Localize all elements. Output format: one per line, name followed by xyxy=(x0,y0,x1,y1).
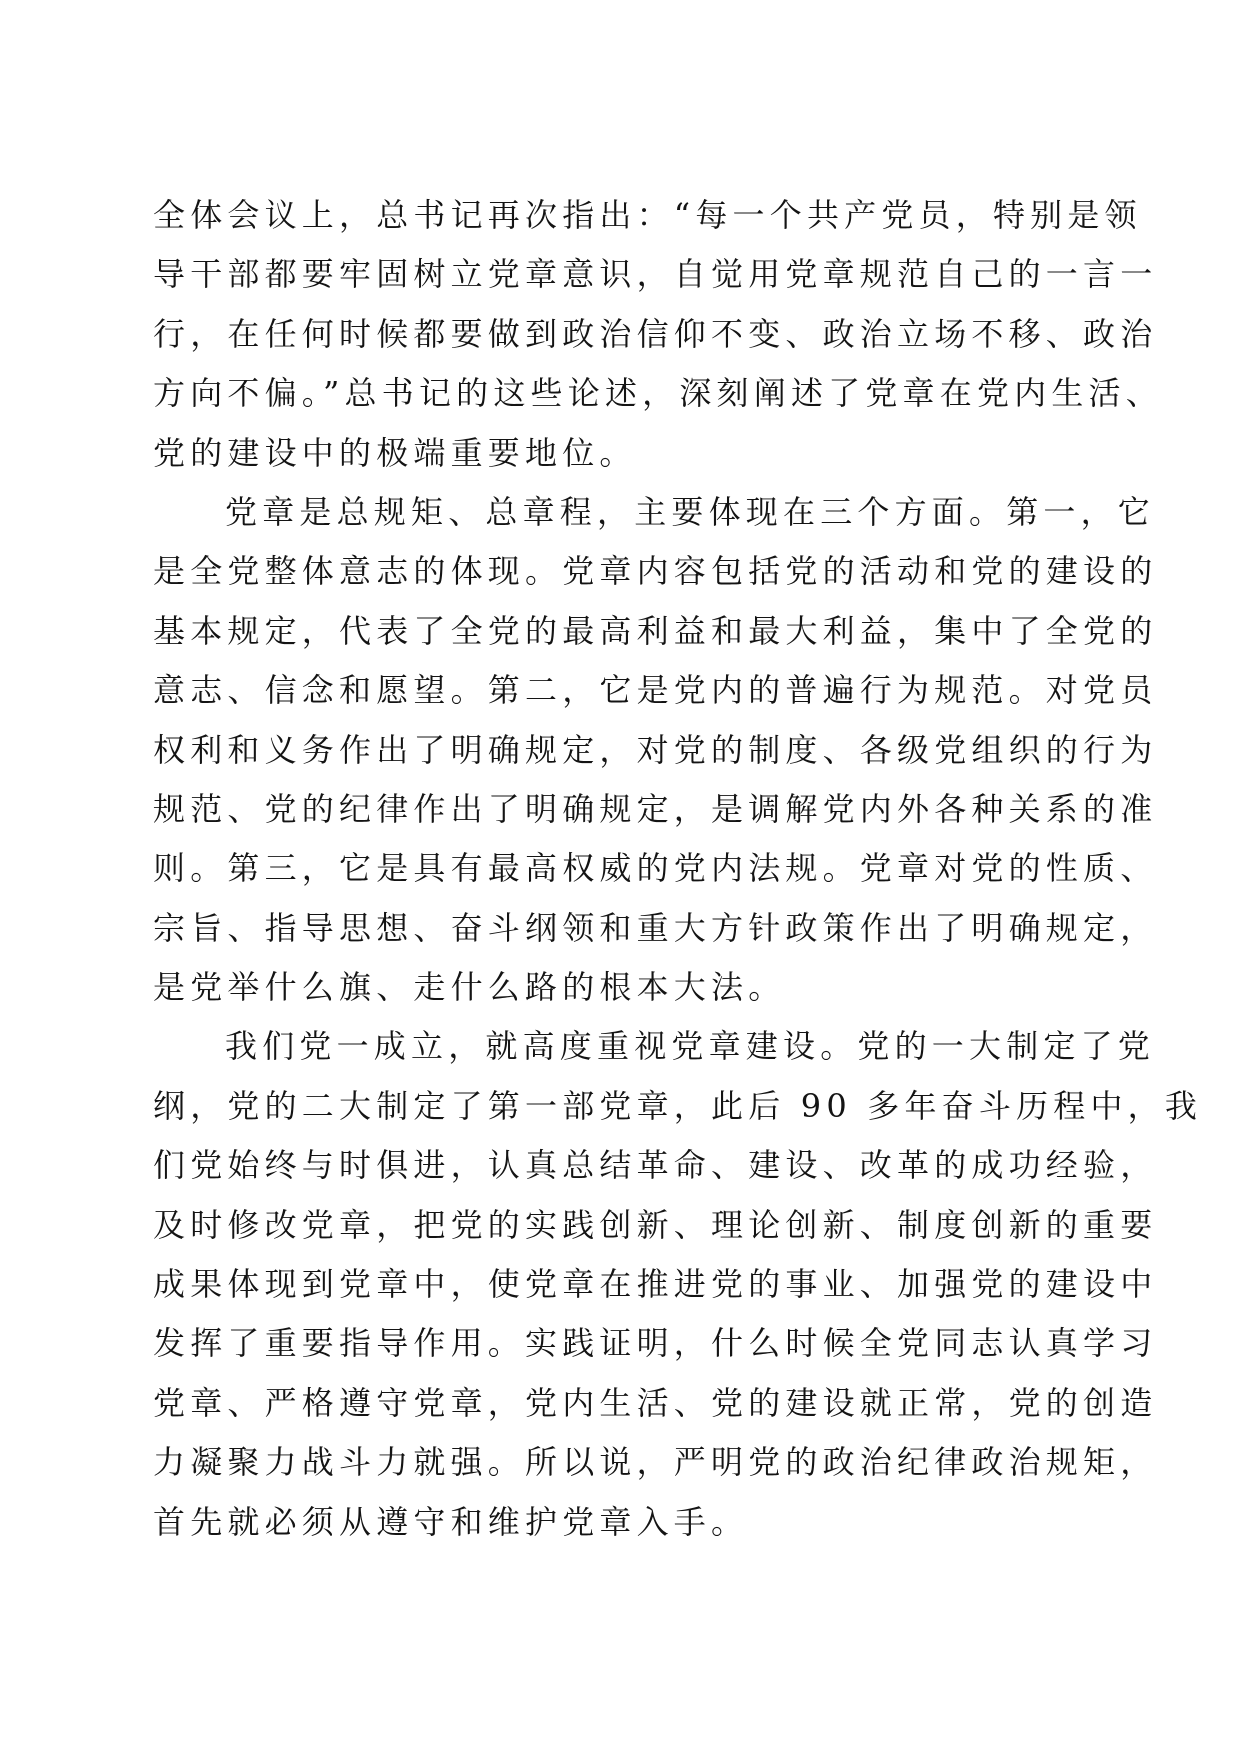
text-line: 们党始终与时俱进，认真总结革命、建设、改革的成功经验， xyxy=(153,1146,1158,1185)
text-line: 及时修改党章，把党的实践创新、理论创新、制度创新的重要 xyxy=(153,1205,1158,1244)
paragraph-first-line: 我们党一成立，就高度重视党章建设。党的一大制定了党 xyxy=(225,1027,1156,1066)
text-line: 发挥了重要指导作用。实践证明，什么时候全党同志认真学习 xyxy=(153,1324,1158,1363)
text-line: 首先就必须从遵守和维护党章入手。 xyxy=(153,1502,749,1541)
text-line: 党章、严格遵守党章，党内生活、党的建设就正常，党的创造 xyxy=(153,1383,1158,1422)
text-line: 行，在任何时候都要做到政治信仰不变、政治立场不移、政治 xyxy=(153,314,1158,353)
text-line: 权利和义务作出了明确规定，对党的制度、各级党组织的行为 xyxy=(153,730,1158,769)
text-line: 基本规定，代表了全党的最高利益和最大利益，集中了全党的 xyxy=(153,611,1158,650)
text-line: 则。第三，它是具有最高权威的党内法规。党章对党的性质、 xyxy=(153,849,1158,888)
body-text xyxy=(153,186,1203,1552)
text-line: 是党举什么旗、走什么路的根本大法。 xyxy=(153,968,786,1007)
text-line: 成果体现到党章中，使党章在推进党的事业、加强党的建设中 xyxy=(153,1265,1158,1304)
text-line: 方向不偏。”总书记的这些论述，深刻阐述了党章在党内生活、 xyxy=(153,374,1163,413)
text-line: 党的建设中的极端重要地位。 xyxy=(153,433,637,472)
text-line: 规范、党的纪律作出了明确规定，是调解党内外各种关系的准 xyxy=(153,789,1158,828)
text-line: 纲，党的二大制定了第一部党章，此后 90 多年奋斗历程中，我 xyxy=(153,1086,1203,1125)
text-line: 全体会议上，总书记再次指出：“每一个共产党员，特别是领 xyxy=(153,196,1142,234)
text-line: 导干部都要牢固树立党章意识，自觉用党章规范自己的一言一 xyxy=(153,255,1158,294)
paragraph-first-line: 党章是总规矩、总章程，主要体现在三个方面。第一，它 xyxy=(225,492,1156,531)
text-line: 宗旨、指导思想、奋斗纲领和重大方针政策作出了明确规定， xyxy=(153,908,1158,947)
text-line: 力凝聚力战斗力就强。所以说，严明党的政治纪律政治规矩， xyxy=(153,1443,1158,1482)
text-line: 是全党整体意志的体现。党章内容包括党的活动和党的建设的 xyxy=(153,552,1158,591)
text-line: 意志、信念和愿望。第二，它是党内的普遍行为规范。对党员 xyxy=(153,671,1158,710)
